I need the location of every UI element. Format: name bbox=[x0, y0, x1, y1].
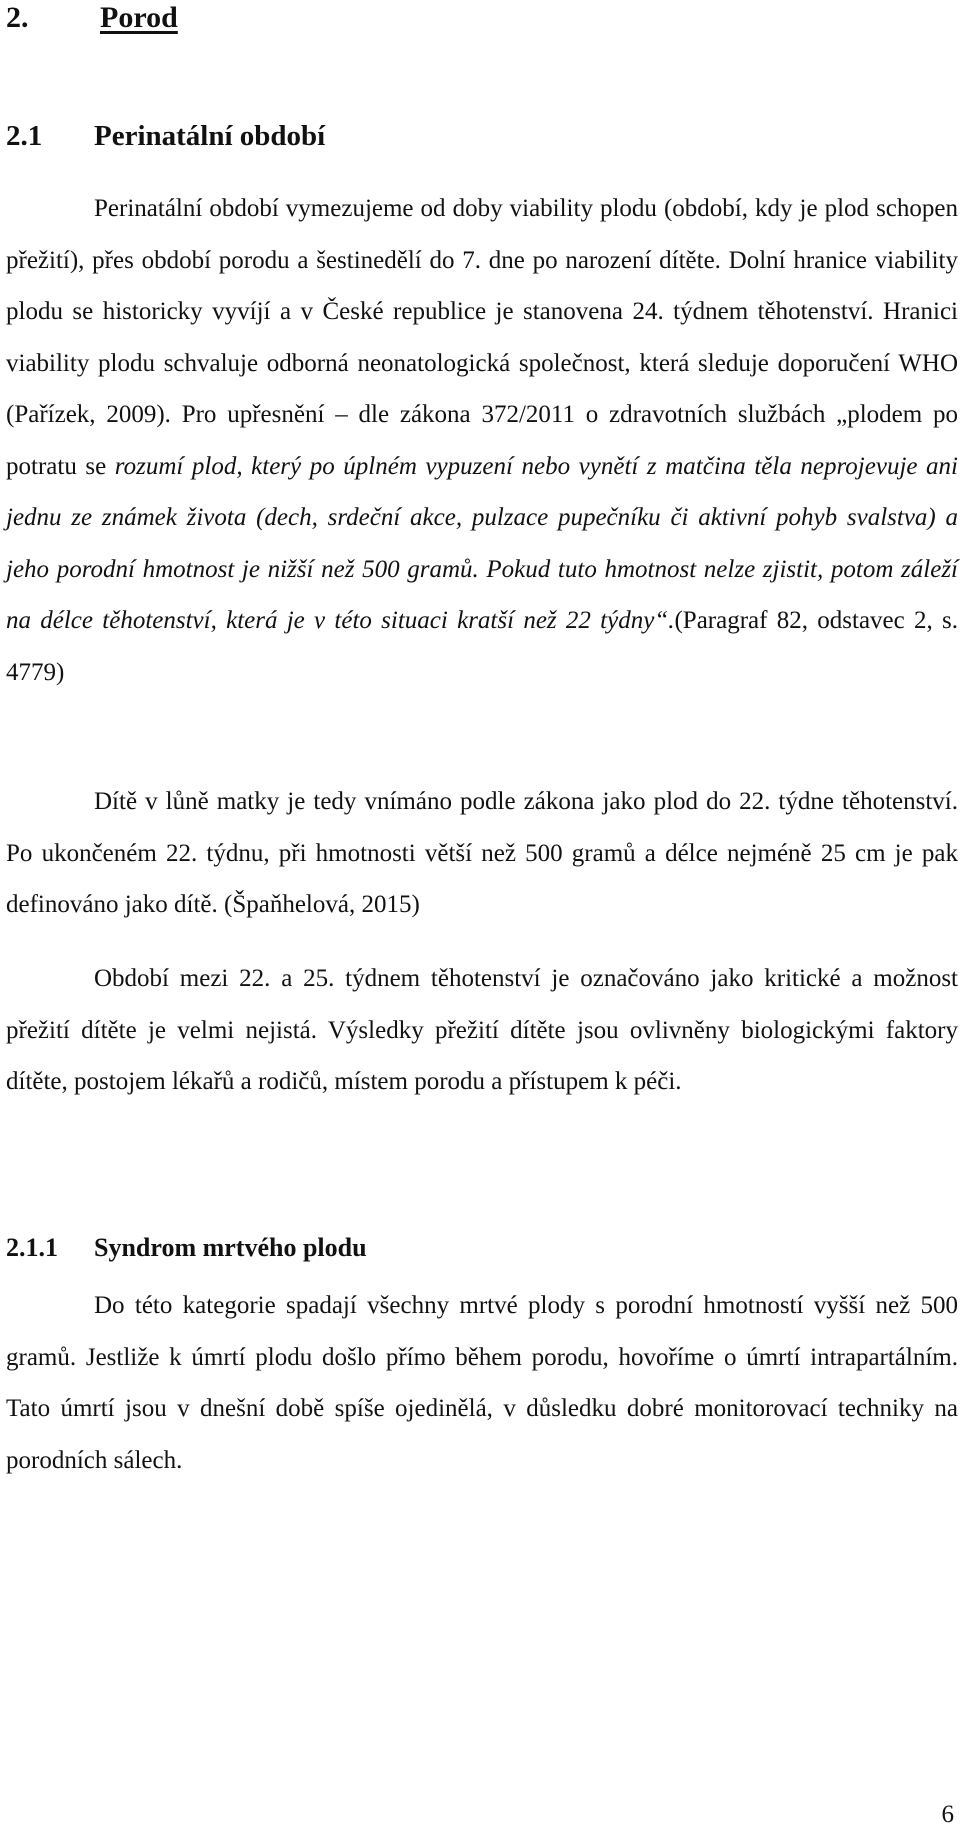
law-quote-text: rozumí plod, který po úplném vypuzení nebo vynětí z matčina těla neprojevuje ani jednu ze známek života (dech, srdeční akce, pulzace pupečníku či aktivní pohyb svalstva) a jeho porodní hmotnost je nižší než 500 gramů. Pokud tuto hmotnost nelze zjistit, potom záleží na délce těhotenství, která je v této situaci kratší než 22 týdny“. bbox=[6, 452, 959, 634]
paragraph-text: Dítě v lůně matky je tedy vnímáno podle zákona jako plod do 22. týdne těhotenství. Po ukončeném 22. týdnu, při hmotnosti větší než 500 gramů a délce nejméně 25 cm je pak definováno jako dítě. (Špaňhelová, 2015) bbox=[6, 788, 958, 918]
paragraph-fetus-definition bbox=[6, 776, 958, 931]
paragraph-text: Období mezi 22. a 25. týdnem těhotenství je označováno jako kritické a možnost přežití dítěte je velmi nejistá. Výsledky přežití dítěte jsou ovlivněny biologickými faktory dítěte, postojem lékařů a rodičů, místem porodu a přístupem k péči. bbox=[6, 965, 958, 1095]
paragraph-intro-text: Perinatální období vymezujeme od doby viability plodu (období, kdy je plod schopen přežití), přes období porodu a šestinedělí do 7. dne po narození dítěte. Dolní hranice viability plodu se historicky vyvíjí a v České republice je stanovena 24. týdnem těhotenství. Hranici viability plodu schvaluje odborná neonatologická společnost, která sleduje doporučení WHO (Pařízek, 2009). Pro upřesnění – dle zákona 372/2011 o zdravotních službách „plodem po potratu se bbox=[6, 195, 958, 480]
paragraph-stillbirth bbox=[6, 1280, 958, 1486]
chapter-heading bbox=[6, 0, 178, 36]
section-title: Perinatální období bbox=[94, 120, 326, 152]
section-heading bbox=[6, 118, 325, 154]
chapter-number: 2. bbox=[6, 1, 29, 34]
subsection-number: 2.1.1 bbox=[6, 1233, 58, 1262]
chapter-title: Porod bbox=[100, 1, 178, 34]
paragraph-critical-period bbox=[6, 953, 958, 1108]
section-number: 2.1 bbox=[6, 120, 43, 152]
paragraph-text: Do této kategorie spadají všechny mrtvé plody s porodní hmotností vyšší než 500 gramů. Jestliže k úmrtí plodu došlo přímo během porodu, hovoříme o úmrtí intrapartálním. Tato úmrtí jsou v dnešní době spíše ojedinělá, v důsledku dobré monitorovací techniky na porodních sálech. bbox=[6, 1292, 958, 1474]
subsection-heading bbox=[6, 1232, 367, 1264]
law-citation-text: (Paragraf 82, odstavec 2, s. 4779) bbox=[6, 607, 958, 686]
paragraph-perinatal-period bbox=[6, 183, 958, 698]
page-number: 6 bbox=[941, 1801, 954, 1828]
subsection-title: Syndrom mrtvého plodu bbox=[94, 1233, 367, 1262]
